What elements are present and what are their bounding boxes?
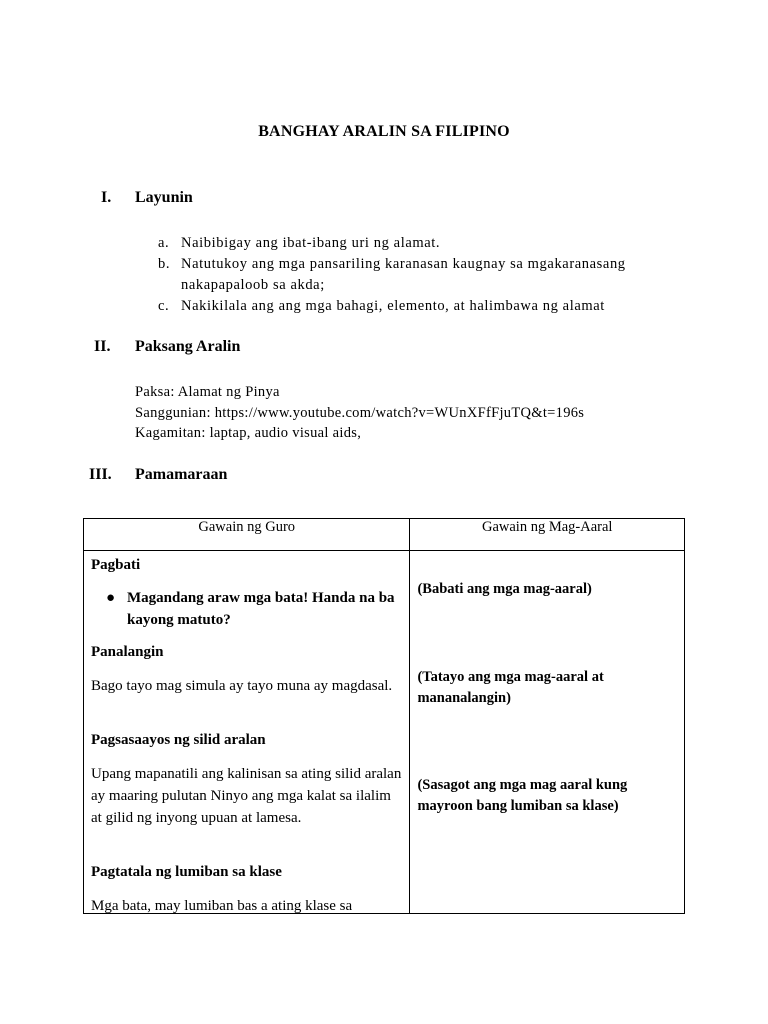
response-sasagot: (Sasagot ang mga mag aaral kung mayroon bang lumiban sa klase) xyxy=(417,777,628,814)
panalangin-heading: Panalangin xyxy=(91,644,164,660)
mag-aaral-cell xyxy=(410,551,685,914)
paksang-aralin-details xyxy=(135,382,584,444)
table-header-row xyxy=(84,519,685,551)
section-number: II. xyxy=(94,338,111,355)
pagtatala-text: Mga bata, may lumiban bas a ating klase sa xyxy=(91,898,353,913)
pagbati-bullet xyxy=(84,587,403,631)
pagsasaayos-heading: Pagsasaayos ng silid aralan xyxy=(91,732,266,748)
list-marker: a. xyxy=(158,235,170,251)
column-header-guro: Gawain ng Guro xyxy=(84,519,410,551)
paksa-line: Paksa: Alamat ng Pinya xyxy=(135,384,280,400)
section-number: I. xyxy=(101,189,112,206)
list-item-text: Natutukoy ang mga pansariling karanasan kaugnay sa mgakaranasang nakapapaloob sa akda; xyxy=(181,256,626,293)
response-tatayo: (Tatayo ang mga mag-aaral at mananalangin) xyxy=(417,669,604,706)
list-marker: b. xyxy=(158,256,171,272)
pagbati-bullet-text: Magandang araw mga bata! Handa na ba kayong matuto? xyxy=(127,590,395,628)
response-babati: (Babati ang mga mag-aaral) xyxy=(417,581,592,597)
sanggunian-line: Sanggunian: https://www.youtube.com/watch?v=WUnXFfFjuTQ&t=196s xyxy=(135,404,585,421)
pamamaraan-table xyxy=(83,518,685,914)
list-item xyxy=(158,254,628,296)
list-item xyxy=(158,296,628,317)
list-item xyxy=(158,233,628,254)
kagamitan-line: Kagamitan: laptap, audio visual aids, xyxy=(135,425,362,441)
section-title: Layunin xyxy=(135,189,193,206)
objectives-list xyxy=(158,233,628,317)
pagtatala-heading: Pagtatala ng lumiban sa klase xyxy=(91,864,282,880)
guro-cell xyxy=(84,551,410,914)
table-row xyxy=(84,551,685,914)
pagbati-heading: Pagbati xyxy=(91,557,141,573)
document-title: BANGHAY ARALIN SA FILIPINO xyxy=(258,123,510,140)
list-item-text: Nakikilala ang ang mga bahagi, elemento, at halimbawa ng alamat xyxy=(181,298,605,314)
bullet-icon: ● xyxy=(106,590,116,606)
column-header-mag-aaral: Gawain ng Mag-Aaral xyxy=(410,519,685,551)
pagsasaayos-text: Upang mapanatili ang kalinisan sa ating silid aralan ay maaring pulutan Ninyo ang mga kalat sa ilalim at gilid ng inyong upuan at lamesa. xyxy=(91,766,402,826)
list-item-text: Naibibigay ang ibat-ibang uri ng alamat. xyxy=(181,235,441,251)
section-number: III. xyxy=(89,466,112,483)
section-title: Paksang Aralin xyxy=(135,338,241,355)
list-marker: c. xyxy=(158,298,170,314)
panalangin-text: Bago tayo mag simula ay tayo muna ay magdasal. xyxy=(91,678,393,694)
section-title: Pamamaraan xyxy=(135,466,228,483)
